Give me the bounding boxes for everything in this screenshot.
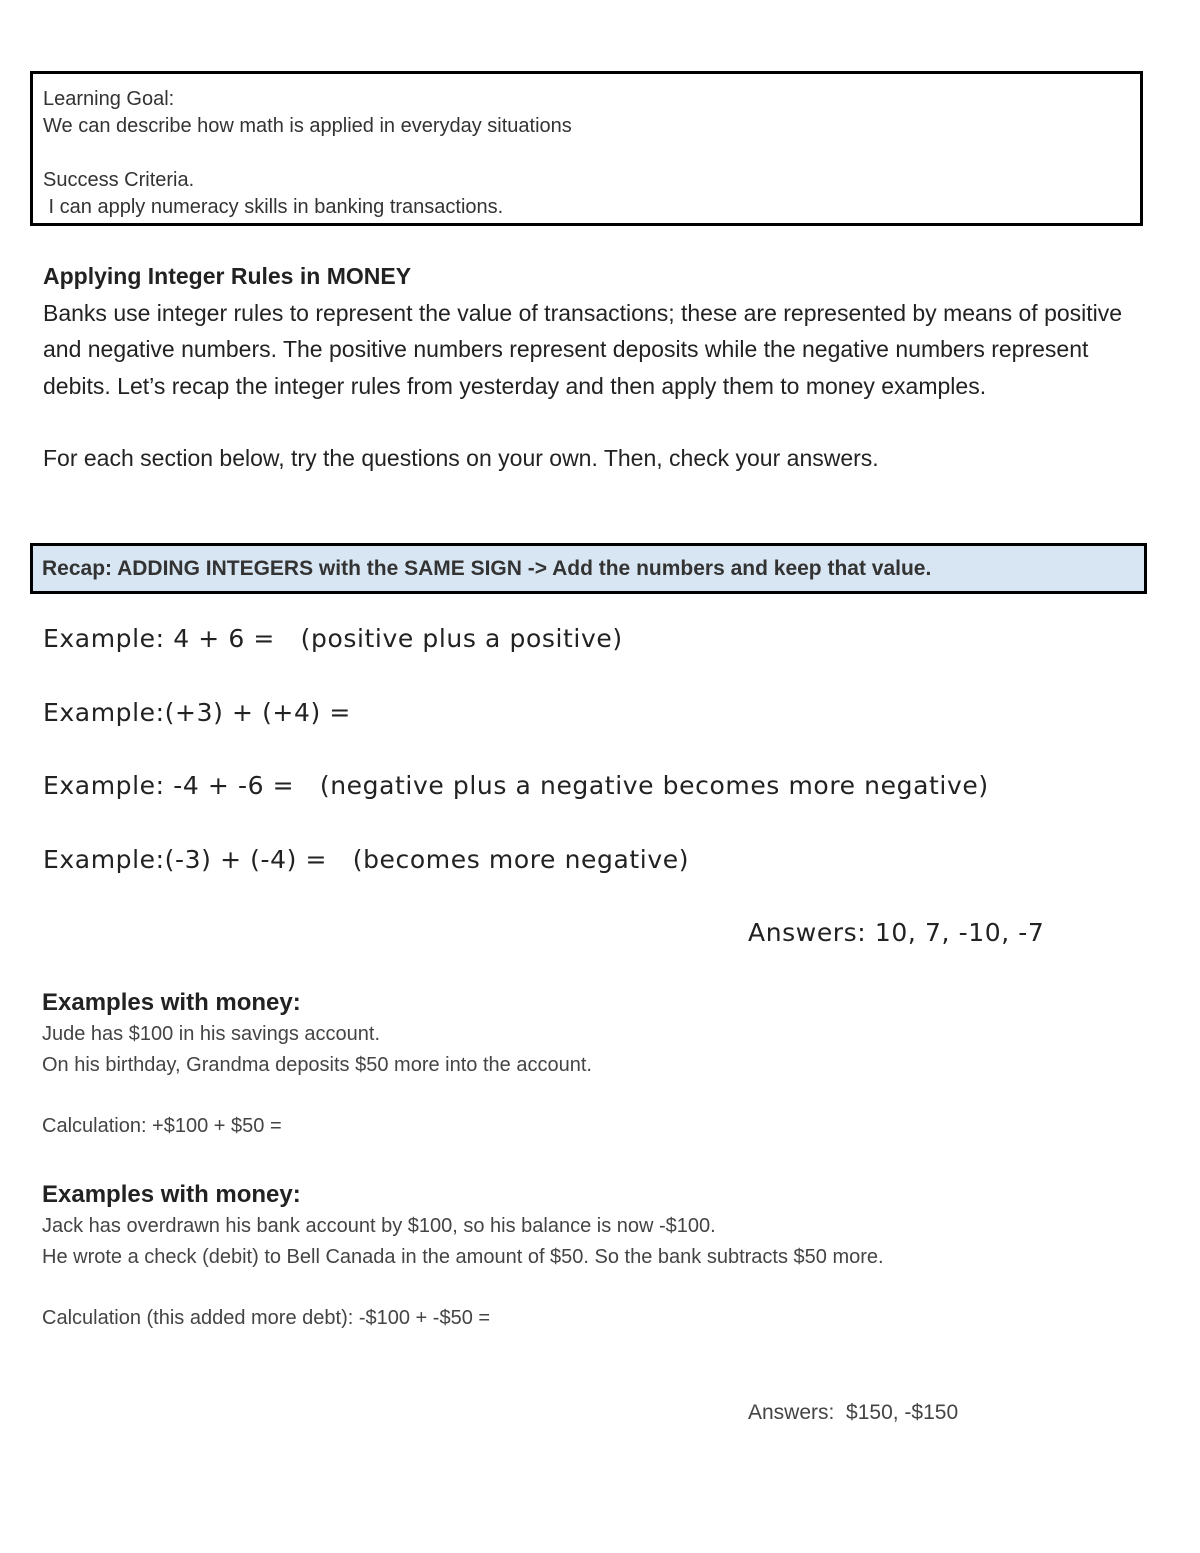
- answers-money: Answers: $150, -$150: [748, 1401, 959, 1424]
- money-heading: Examples with money:: [42, 1181, 301, 1208]
- money-example-2: [42, 1179, 1142, 1334]
- instruction-text: For each section below, try the questions on your own. Then, check your answers.: [43, 445, 879, 471]
- example-2: Example:(+3) + (+4) =: [43, 698, 351, 727]
- learning-goal-text: We can describe how math is applied in everyday situations: [43, 115, 572, 137]
- money-line: Jack has overdrawn his bank account by $100, so his balance is now -$100.: [42, 1215, 716, 1237]
- money-calculation: Calculation: +$100 + $50 =: [42, 1115, 282, 1137]
- answers-examples: Answers: 10, 7, -10, -7: [748, 918, 1045, 947]
- money-line: On his birthday, Grandma deposits $50 more into the account.: [42, 1054, 592, 1076]
- money-calculation: Calculation (this added more debt): -$100 + -$50 =: [42, 1307, 491, 1329]
- money-line: He wrote a check (debit) to Bell Canada in the amount of $50. So the bank subtracts $50 more.: [42, 1246, 884, 1268]
- example-4: Example:(-3) + (-4) = (becomes more negative): [43, 845, 690, 874]
- example-1: Example: 4 + 6 = (positive plus a positive): [43, 624, 623, 653]
- money-example-1: [42, 987, 1142, 1142]
- money-line: Jude has $100 in his savings account.: [42, 1023, 380, 1045]
- money-heading: Examples with money:: [42, 989, 301, 1016]
- intro-section: [43, 258, 1153, 477]
- learning-goal-box: [30, 71, 1143, 226]
- section-title: Applying Integer Rules in MONEY: [43, 263, 412, 289]
- example-3: Example: -4 + -6 = (negative plus a negative becomes more negative): [43, 771, 989, 800]
- success-criteria-text: I can apply numeracy skills in banking transactions.: [43, 196, 504, 218]
- success-criteria-label: Success Criteria.: [43, 169, 195, 191]
- intro-paragraph: Banks use integer rules to represent the value of transactions; these are represented by means of positive and negative numbers. The positive numbers represent deposits while the negative numbers represent debits. Let’s recap the integer rules from yesterday and then apply them to money examples.: [43, 299, 1123, 399]
- recap-banner: Recap: ADDING INTEGERS with the SAME SIGN -> Add the numbers and keep that value.: [30, 543, 1147, 594]
- learning-goal-label: Learning Goal:: [43, 88, 175, 110]
